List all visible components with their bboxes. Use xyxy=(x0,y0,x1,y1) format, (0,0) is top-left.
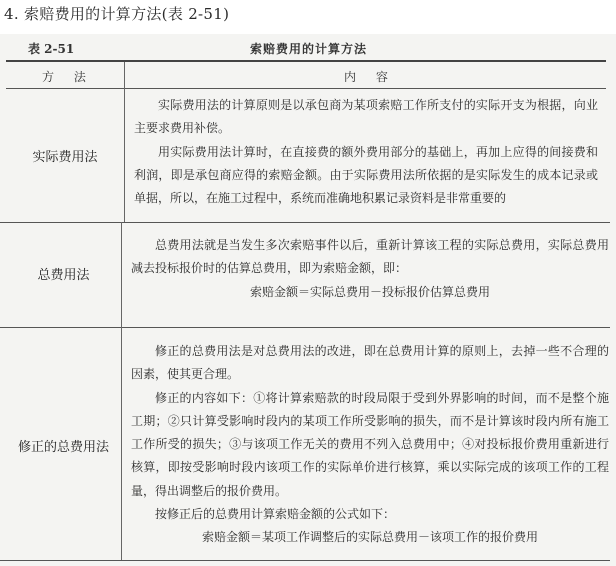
header-column-divider xyxy=(124,62,125,88)
formula: 索赔金额＝实际总费用－投标报价估算总费用 xyxy=(249,284,490,299)
paragraph: 实际费用法的计算原则是以承包商为某项索赔工作所支付的实际开支为根据，向业主要求费用补偿。 xyxy=(134,98,598,136)
content-modified-total-cost xyxy=(131,340,609,550)
content-total-cost xyxy=(131,234,609,304)
paragraph: 修正的总费用法是对总费用法的改进，即在总费用计算的原则上，去掉一些不合理的因素，使其更合理。 xyxy=(131,344,609,382)
content-actual-cost xyxy=(134,94,598,210)
row3-column-divider xyxy=(121,327,122,560)
section-heading: 4. 索赔费用的计算方法(表 2-51) xyxy=(4,5,230,23)
paragraph: 用实际费用法计算时，在直接费的额外费用部分的基础上，再加上应得的间接费和利润，即是承包商应得的索赔金额。由于实际费用法所依据的是实际发生的成本记录或单据，所以，在施工过程中，系统而准确地积累记录资料是非常重要的 xyxy=(134,144,598,206)
paragraph: 总费用法就是当发生多次索赔事件以后，重新计算该工程的实际总费用，实际总费用减去投标报价时的估算总费用，即为索赔金额，即： xyxy=(131,238,609,276)
row2-column-divider xyxy=(121,222,122,327)
method-label-total-cost: 总费用法 xyxy=(37,268,90,283)
table-bottom-rule xyxy=(0,560,610,561)
header-method: 方 法 xyxy=(42,70,94,84)
method-label-modified-total-cost: 修正的总费用法 xyxy=(17,440,109,455)
row2-bottom-rule xyxy=(0,327,610,328)
table-number: 表 2-51 xyxy=(28,42,75,56)
row1-column-divider xyxy=(124,88,125,222)
table-top-rule xyxy=(6,60,606,62)
formula: 索赔金额＝某项工作调整后的实际总费用－该项工作的报价费用 xyxy=(201,530,538,545)
table-title: 索赔费用的计算方法 xyxy=(250,42,368,56)
paragraph: 修正的内容如下：①将计算索赔款的时段局限于受到外界影响的时间，而不是整个施工期；②只计算受影响时段内的某项工作所受影响的损失，而不是计算该时段内所有施工工作所受的损失；③与该项工作无关的费用不列入总费用中；④对投标报价费用重新进行核算，即按受影响时段内该项工作的实际单价进行核算，乘以实际完成的该项工作的工程量，得出调整后的报价费用。 xyxy=(131,390,609,498)
header-content: 内 容 xyxy=(344,70,396,84)
row1-bottom-rule xyxy=(0,222,610,223)
header-bottom-rule xyxy=(6,88,606,89)
method-label-actual-cost: 实际费用法 xyxy=(32,150,98,165)
paragraph: 按修正后的总费用计算索赔金额的公式如下： xyxy=(155,507,396,522)
